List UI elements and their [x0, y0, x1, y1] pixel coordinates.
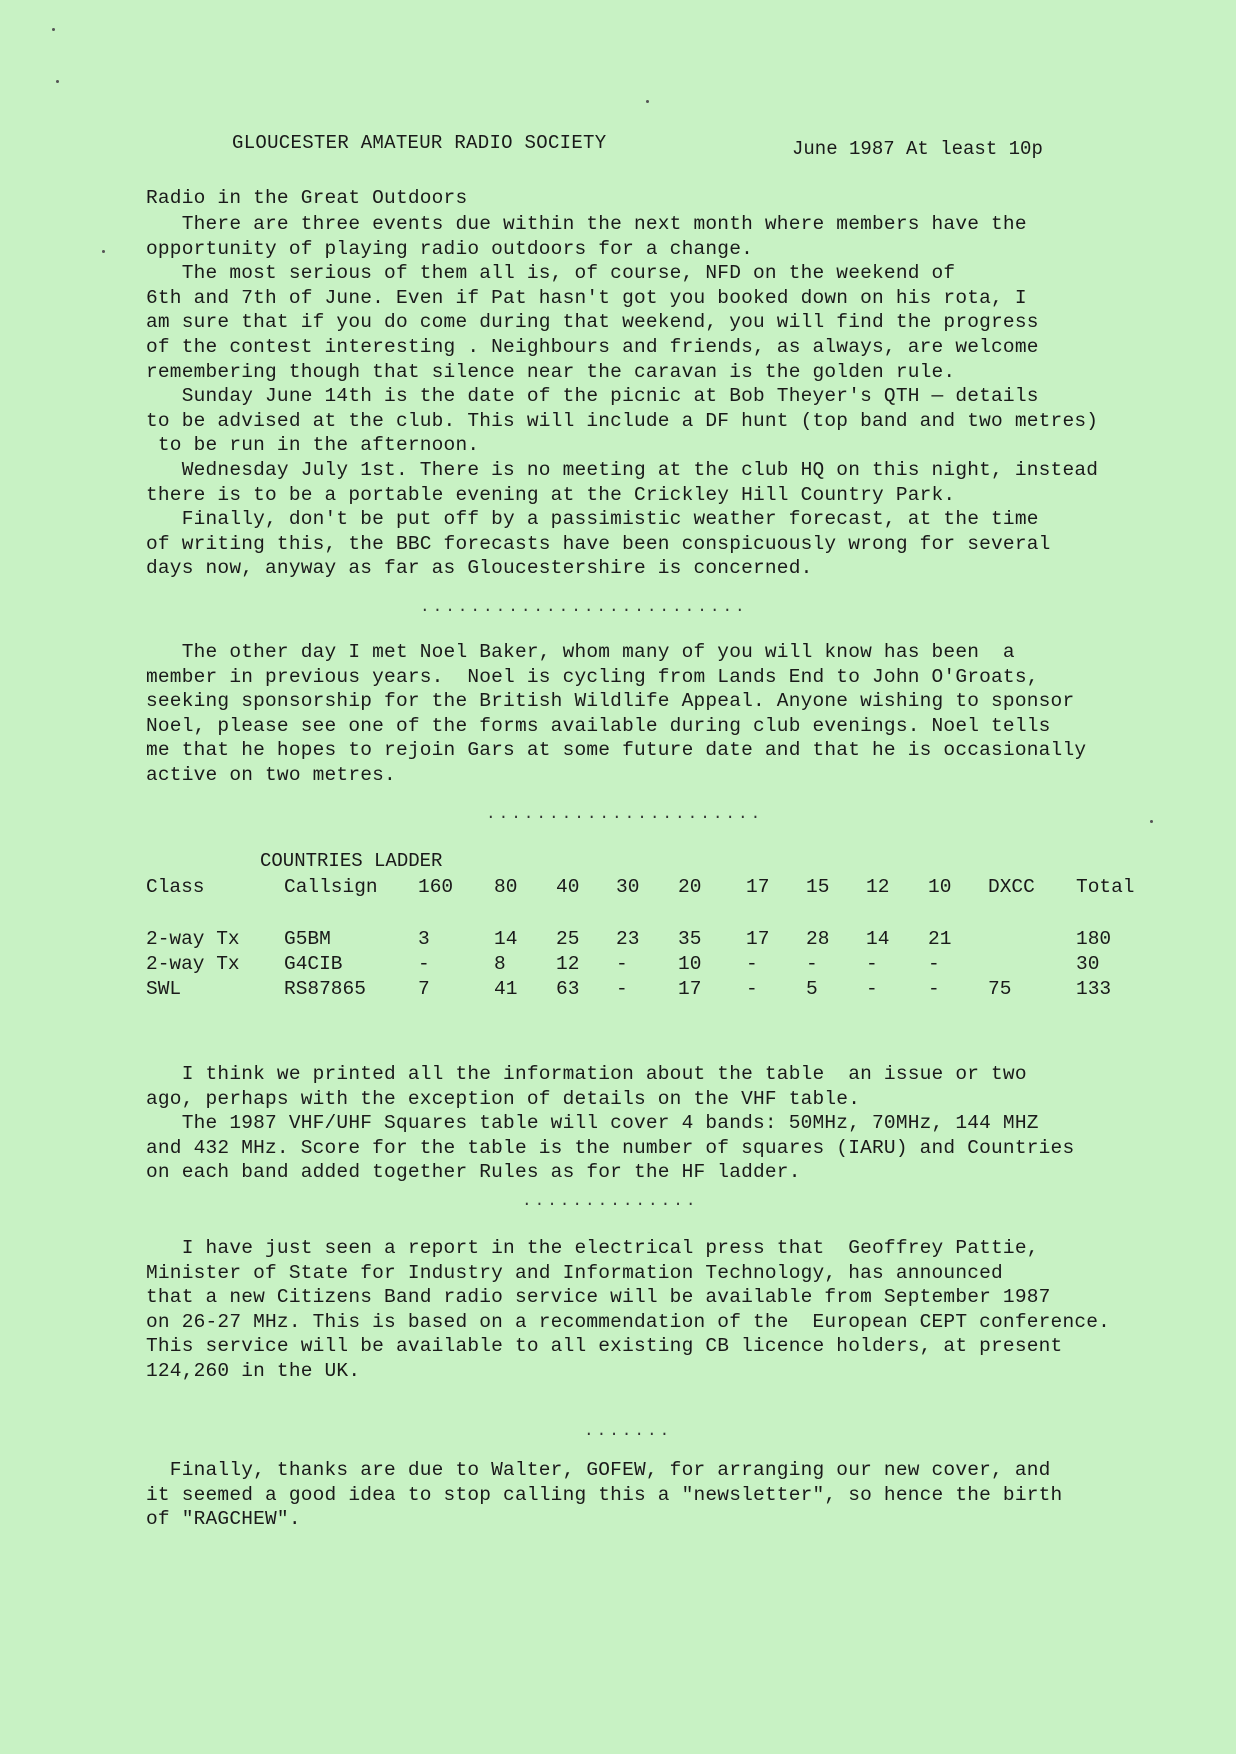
- separator-dots: ..........................: [420, 598, 748, 616]
- ladder-cell: 25: [556, 928, 580, 950]
- text-line: I have just seen a report in the electrical press that Geoffrey Pattie,: [146, 1237, 1039, 1259]
- ladder-header-cell: 10: [928, 876, 952, 898]
- ladder-cell: G5BM: [284, 928, 331, 950]
- issue-date-price: June 1987 At least 10p: [792, 138, 1043, 160]
- ladder-cell: 75: [988, 978, 1012, 1000]
- text-line: Sunday June 14th is the date of the picnic at Bob Theyer's QTH — details: [146, 385, 1039, 408]
- text-line: Minister of State for Industry and Information Technology, has announced: [146, 1261, 1003, 1284]
- text-line: The 1987 VHF/UHF Squares table will cover 4 bands: 50MHz, 70MHz, 144 MHZ: [146, 1112, 1039, 1135]
- ladder-cell: 3: [418, 928, 430, 950]
- separator-dots: ..............: [522, 1192, 699, 1210]
- noel-baker-article: [146, 640, 1086, 788]
- text-line: The most serious of them all is, of course, NFD on the weekend of: [146, 262, 956, 285]
- text-line: of the contest interesting . Neighbours and friends, as always, are welcome: [146, 335, 1039, 358]
- text-line: of writing this, the BBC forecasts have been conspicuously wrong for several: [146, 532, 1051, 555]
- ladder-cell: -: [616, 978, 628, 1000]
- text-line: am sure that if you do come during that weekend, you will find the progress: [146, 311, 1039, 334]
- ladder-cell: 35: [678, 928, 702, 950]
- ladder-header-cell: 15: [806, 876, 830, 898]
- ladder-cell: -: [616, 953, 628, 975]
- text-line: Wednesday July 1st. There is no meeting at the club HQ on this night, instead: [146, 458, 1099, 481]
- ladder-cell: 10: [678, 953, 702, 975]
- text-line: I think we printed all the information about the table an issue or two: [146, 1063, 1027, 1085]
- text-line: 6th and 7th of June. Even if Pat hasn't got you booked down on his rota, I: [146, 286, 1027, 309]
- citizens-band-article: [146, 1236, 1110, 1384]
- text-line: of "RAGCHEW".: [146, 1508, 301, 1531]
- text-line: member in previous years. Noel is cycling from Lands End to John O'Groats,: [146, 665, 1039, 688]
- society-name: GLOUCESTER AMATEUR RADIO SOCIETY: [232, 132, 607, 154]
- ladder-cell: 28: [806, 928, 830, 950]
- ladder-cell: -: [746, 953, 758, 975]
- ladder-header-cell: DXCC: [988, 876, 1035, 898]
- ladder-header-cell: Callsign: [284, 876, 378, 898]
- ladder-header-cell: 160: [418, 876, 454, 898]
- text-line: ago, perhaps with the exception of details on the VHF table.: [146, 1087, 861, 1110]
- text-line: Finally, don't be put off by a passimistic weather forecast, at the time: [146, 508, 1039, 531]
- paper-speck: [56, 80, 59, 83]
- ladder-header-cell: 17: [746, 876, 770, 898]
- outdoors-article: [146, 212, 1098, 581]
- ladder-cell: 133: [1076, 978, 1112, 1000]
- ladder-cell: -: [928, 978, 940, 1000]
- text-line: 124,260 in the UK.: [146, 1359, 361, 1382]
- paper-speck: [1150, 820, 1153, 823]
- text-line: days now, anyway as far as Gloucestershire is concerned.: [146, 557, 813, 580]
- text-line: to be advised at the club. This will include a DF hunt (top band and two metres): [146, 409, 1099, 432]
- paper-speck: [646, 100, 649, 103]
- ladder-title: COUNTRIES LADDER: [260, 850, 443, 872]
- ladder-header-cell: 20: [678, 876, 702, 898]
- ladder-cell: G4CIB: [284, 953, 343, 975]
- ladder-cell: 14: [866, 928, 890, 950]
- ladder-header-cell: 12: [866, 876, 890, 898]
- text-line: me that he hopes to rejoin Gars at some future date and that he is occasionally: [146, 739, 1087, 762]
- text-line: on 26-27 MHz. This is based on a recommendation of the European CEPT conference.: [146, 1310, 1111, 1333]
- ladder-header-cell: 30: [616, 876, 640, 898]
- text-line: Noel, please see one of the forms available during club evenings. Noel tells: [146, 714, 1051, 737]
- text-line: there is to be a portable evening at the Crickley Hill Country Park.: [146, 483, 956, 506]
- text-line: on each band added together Rules as for the HF ladder.: [146, 1161, 801, 1184]
- ladder-cell: -: [866, 978, 878, 1000]
- ladder-cell: 17: [678, 978, 702, 1000]
- text-line: The other day I met Noel Baker, whom many of you will know has been a: [146, 641, 1015, 663]
- separator-dots: .......: [584, 1422, 673, 1440]
- text-line: There are three events due within the next month where members have the: [146, 213, 1027, 235]
- text-line: remembering though that silence near the caravan is the golden rule.: [146, 360, 956, 383]
- closing-note: [146, 1458, 1062, 1532]
- ladder-cell: -: [746, 978, 758, 1000]
- ladder-cell: 180: [1076, 928, 1112, 950]
- ladder-cell: 2-way Tx: [146, 953, 240, 975]
- ladder-cell: 17: [746, 928, 770, 950]
- ladder-cell: 2-way Tx: [146, 928, 240, 950]
- ladder-cell: -: [928, 953, 940, 975]
- ladder-cell: SWL: [146, 978, 182, 1000]
- text-line: that a new Citizens Band radio service will be available from September 1987: [146, 1286, 1051, 1309]
- text-line: Finally, thanks are due to Walter, GOFEW, for arranging our new cover, and: [146, 1459, 1051, 1481]
- text-line: it seemed a good idea to stop calling this a "newsletter", so hence the birth: [146, 1483, 1063, 1506]
- text-line: This service will be available to all existing CB licence holders, at present: [146, 1335, 1063, 1358]
- ladder-cell: -: [806, 953, 818, 975]
- ladder-cell: -: [866, 953, 878, 975]
- ladder-cell: 12: [556, 953, 580, 975]
- ladder-cell: 63: [556, 978, 580, 1000]
- ladder-header-cell: Total: [1076, 876, 1135, 898]
- text-line: and 432 MHz. Score for the table is the number of squares (IARU) and Countries: [146, 1136, 1075, 1159]
- ladder-cell: 30: [1076, 953, 1100, 975]
- vhf-table-article: [146, 1062, 1074, 1185]
- ladder-cell: 7: [418, 978, 430, 1000]
- section-title: Radio in the Great Outdoors: [146, 187, 468, 209]
- ladder-header-cell: 80: [494, 876, 518, 898]
- text-line: active on two metres.: [146, 763, 396, 786]
- ladder-cell: 5: [806, 978, 818, 1000]
- paper-speck: [102, 250, 105, 253]
- ladder-cell: 8: [494, 953, 506, 975]
- ladder-cell: -: [418, 953, 430, 975]
- ladder-cell: 23: [616, 928, 640, 950]
- ladder-header-cell: Class: [146, 876, 205, 898]
- ladder-header-cell: 40: [556, 876, 580, 898]
- ladder-cell: RS87865: [284, 978, 366, 1000]
- paper-speck: [52, 28, 55, 31]
- ladder-cell: 14: [494, 928, 518, 950]
- text-line: seeking sponsorship for the British Wildlife Appeal. Anyone wishing to sponsor: [146, 690, 1075, 713]
- text-line: opportunity of playing radio outdoors for a change.: [146, 237, 753, 260]
- ladder-cell: 21: [928, 928, 952, 950]
- text-line: to be run in the afternoon.: [146, 434, 480, 457]
- separator-dots: ......................: [486, 805, 764, 823]
- ladder-cell: 41: [494, 978, 518, 1000]
